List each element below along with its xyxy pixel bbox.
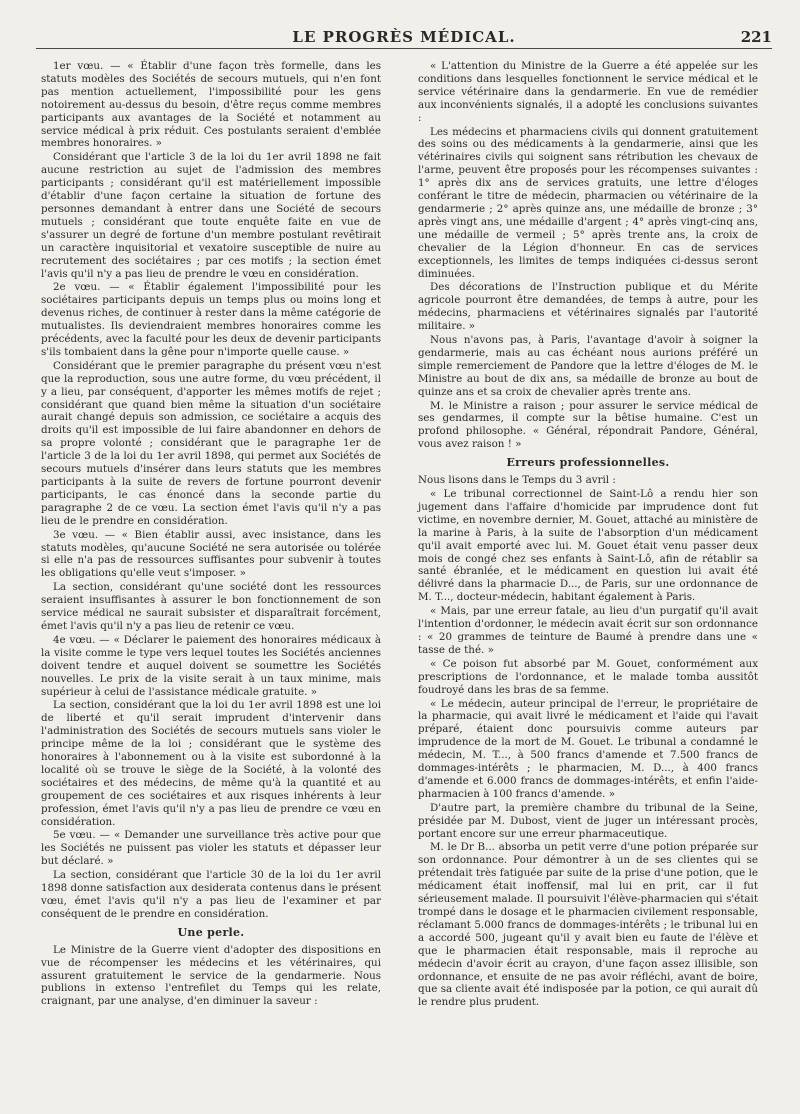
paragraph: M. le Ministre a raison ; pour assurer le service médical de ses gendarmes, il compte sur la bêtise humaine. C'est un profond philosophe. « Général, répondrait Pandore, Général, vous avez raison ! » <box>418 399 758 451</box>
paragraph: « Le tribunal correctionnel de Saint-Lô a rendu hier son jugement dans l'affaire d'homicide par imprudence dont fut victime, en novembre dernier, M. Gouet, attaché au ministère de la marine à Paris, à la suite de l'absorption d'un médicament qu'il avait emporté avec lui. M. Gouet était venu passer deux mois de congé chez ses enfants à Saint-Lô, afin de rétablir sa santé ébranlée, et le médicament en question lui avait été délivré dans la pharmacie D..., de Paris, sur une ordonnance de M. T..., docteur-médecin, habitant également à Paris. <box>418 488 758 604</box>
paragraph: Les médecins et pharmaciens civils qui donnent gratuitement des soins ou des médicaments à la gendarmerie, ainsi que les vétérinaires civils qui soignent sans rétribution les chevaux de l'arme, peuvent être proposés pour les récompenses suivantes : 1° après dix ans de services gratuits, une lettre d'éloges conférant le titre de médecin, pharmacien ou vétérinaire de la gendarmerie ; 2° après quinze ans, une médaille de bronze ; 3° après vingt ans, une médaille d'argent ; 4° après vingt-cinq ans, une médaille de vermeil ; 5° après trente ans, la croix de chevalier de la Légion d'honneur. En cas de services exceptionnels, les limites de temps indiquées ci-dessus seront diminuées. <box>418 125 758 280</box>
paragraph: Le Ministre de la Guerre vient d'adopter des dispositions en vue de récompenser les médecins et les vétérinaires, qui assurent gratuitement le service de la gendarmerie. Nous publions in extenso l'entrefilet du Temps qui les relate, craignant, par une analyse, d'en diminuer la saveur : <box>41 943 381 1008</box>
paragraph: 2e vœu. — « Établir également l'impossibilité pour les sociétaires participants depuis un temps plus ou moins long et devenus riches, de continuer à rester dans la même catégorie de mutualistes. Ils deviendraient membres honoraires comme les précédents, avec la faculté pour les deux de devenir participants s'ils tombaient dans la gêne pour n'importe quelle cause. » <box>41 281 381 358</box>
paragraph: 1er vœu. — « Établir d'une façon très formelle, dans les statuts modèles des Sociétés de secours mutuels, qui n'en font pas mention actuellement, l'impossibilité pour les gens notoirement au-dessus du besoin, d'être reçus comme membres participants aux avantages de la Société et notamment au service médical à prix réduit. Ces postulants seraient d'emblée membres honoraires. » <box>41 60 381 150</box>
paragraph: « Mais, par une erreur fatale, au lieu d'un purgatif qu'il avait l'intention d'ordonner, le médecin avait écrit sur son ordonnance : « 20 grammes de teinture de Baumé à prendre dans une « tasse de thé. » <box>418 605 758 656</box>
section-heading: Erreurs professionnelles. <box>506 456 670 470</box>
paragraph: Nous n'avons pas, à Paris, l'avantage d'avoir à soigner la gendarmerie, mais au cas échéant nous aurions préféré un simple remerciement de Pandore que la lettre d'éloges de M. le Ministre au bout de dix ans, sa médaille de bronze au bout de quinze ans et sa croix de chevalier après trente ans. <box>418 334 758 398</box>
page-header <box>36 28 772 49</box>
left-column <box>41 60 381 1009</box>
paragraph: Des décorations de l'Instruction publique et du Mérite agricole pourront être demandées, de temps à autre, pour les médecins, pharmaciens et vétérinaires signalés par l'autorité militaire. » <box>418 281 758 333</box>
paragraph: Nous lisons dans le Temps du 3 avril : <box>418 474 616 487</box>
paragraph: Considérant que le premier paragraphe du présent vœu n'est que la reproduction, sous une autre forme, du vœu précédent, il y a lieu, par conséquent, d'apporter les mêmes motifs de rejet ; considérant que quand bien même la situation d'un sociétaire aurait changé depuis son admission, ce sociétaire a acquis des droits qu'il est impossible de lui faire abandonner en dehors de sa propre volonté ; considérant que le paragraphe 1er de l'article 3 de la loi du 1er avril 1898, qui permet aux Sociétés de secours mutuels d'insérer dans leurs statuts que les membres participants à la suite de revers de fortune pourront devenir participants, le cas énoncé dans la seconde partie du paragraphe 2 de ce vœu. La section émet l'avis qu'il n'y a pas lieu de le prendre en considération. <box>41 359 381 527</box>
right-column <box>418 60 758 1010</box>
paragraph: 3e vœu. — « Bien établir aussi, avec insistance, dans les statuts modèles, qu'aucune Société ne sera autorisée ou tolérée si elle n'a pas de ressources suffisantes pour subvenir à toutes les obligations qu'elle veut s'imposer. » <box>41 528 381 580</box>
paragraph: « L'attention du Ministre de la Guerre a été appelée sur les conditions dans lesquelles fonctionnent le service médical et le service vétérinaire dans la gendarmerie. En vue de remédier aux inconvénients signalés, il a adopté les conclusions suivantes : <box>418 60 758 124</box>
paragraph: La section, considérant qu'une société dont les ressources seraient insuffisantes à assurer le bon fonctionnement de son service médical ne saurait subsister et disparaîtrait forcément, émet l'avis qu'il n'y a pas lieu de retenir ce vœu. <box>41 581 381 632</box>
paragraph: 4e vœu. — « Déclarer le paiement des honoraires médicaux à la visite comme le type vers lequel toutes les Sociétés anciennes doivent tendre et auquel doivent se soumettre les Sociétés nouvelles. Le prix de la visite serait à un taux minime, mais supérieur à celui de l'assistance médicale gratuite. » <box>41 633 381 698</box>
paragraph: Considérant que l'article 3 de la loi du 1er avril 1898 ne fait aucune restriction au sujet de l'admission des membres participants ; considérant qu'il est matériellement impossible d'établir d'une façon certaine la situation de fortune des personnes demandant à entrer dans une Société de secours mutuels ; considérant que toute enquête faite en vue de s'assurer un degré de fortune d'un membre postulant revêtirait un caractère inquisitorial et vexatoire susceptible de nuire au recrutement des sociétaires ; par ces motifs ; la section émet l'avis qu'il n'y a pas lieu de prendre le vœu en considération. <box>41 151 381 280</box>
running-title: LE PROGRÈS MÉDICAL. <box>292 28 516 46</box>
paragraph: La section, considérant que l'article 30 de la loi du 1er avril 1898 donne satisfaction aux desiderata contenus dans le présent vœu, émet l'avis qu'il n'y a pas lieu de l'examiner et par conséquent de le prendre en considération. <box>41 869 381 920</box>
paragraph: M. le Dr B... absorba un petit verre d'une potion préparée sur son ordonnance. Pour démontrer à un de ses clientes qui se prétendait très fatiguée par suite de la prise d'une potion, que le médicament était inoffensif, mal lui en prit, car il fut sérieusement malade. Il poursuivit l'élève-pharmacien qui s'était trompé dans le dosage et le pharmacien civilement responsable, réclamant 5.000 francs de dommages-intérêts ; le tribunal lui en a accordé 500, jugeant qu'il y avait bien eu faute de l'élève et que le pharmacien était responsable, mais il reproche au médecin d'avoir écrit au crayon, d'une façon assez illisible, son ordonnance, et ensuite de ne pas avoir réfléchi, avant de boire, que sa cliente avait été indisposée par la potion, ce qui aurait dû le rendre plus prudent. <box>418 841 758 1009</box>
paragraph: 5e vœu. — « Demander une surveillance très active pour que les Sociétés ne puissent pas violer les statuts et dépasser leur but déclaré. » <box>41 829 381 868</box>
paragraph: La section, considérant que la loi du 1er avril 1898 est une loi de liberté et qu'il serait imprudent d'intervenir dans l'administration des Sociétés de secours mutuels sans violer le principe même de la loi ; considérant que le système des honoraires à l'abonnement ou à la visite est subordonné à la localité où se trouve le siège de la Société, à la volonté des sociétaires et des médecins, de même qu'à la quantité et au groupement de ces sociétaires et aux risques inhérents à leur profession, émet l'avis qu'il n'y a pas lieu de prendre ce vœu en considération. <box>41 699 381 828</box>
paragraph: « Le médecin, auteur principal de l'erreur, le propriétaire de la pharmacie, qui avait livré le médicament et l'aide qui l'avait préparé, étaient donc poursuivis comme auteurs par imprudence de la mort de M. Gouet. Le tribunal a condamné le médecin, M. T..., à 500 francs d'amende et 7.500 francs de dommages-intérêts ; le pharmacien, M. D..., à 400 francs d'amende et 6.000 francs de dommages-intérêts, et enfin l'aide-pharmacien à 100 francs d'amende. » <box>418 697 758 800</box>
paragraph: D'autre part, la première chambre du tribunal de la Seine, présidée par M. Dubost, vient de juger un intéressant procès, portant encore sur une erreur pharmaceutique. <box>418 801 758 840</box>
page-number: 221 <box>740 28 772 46</box>
paragraph: « Ce poison fut absorbé par M. Gouet, conformément aux prescriptions de l'ordonnance, et le malade tomba aussitôt foudroyé dans les bras de sa femme. <box>418 657 758 696</box>
section-heading: Une perle. <box>177 925 245 939</box>
